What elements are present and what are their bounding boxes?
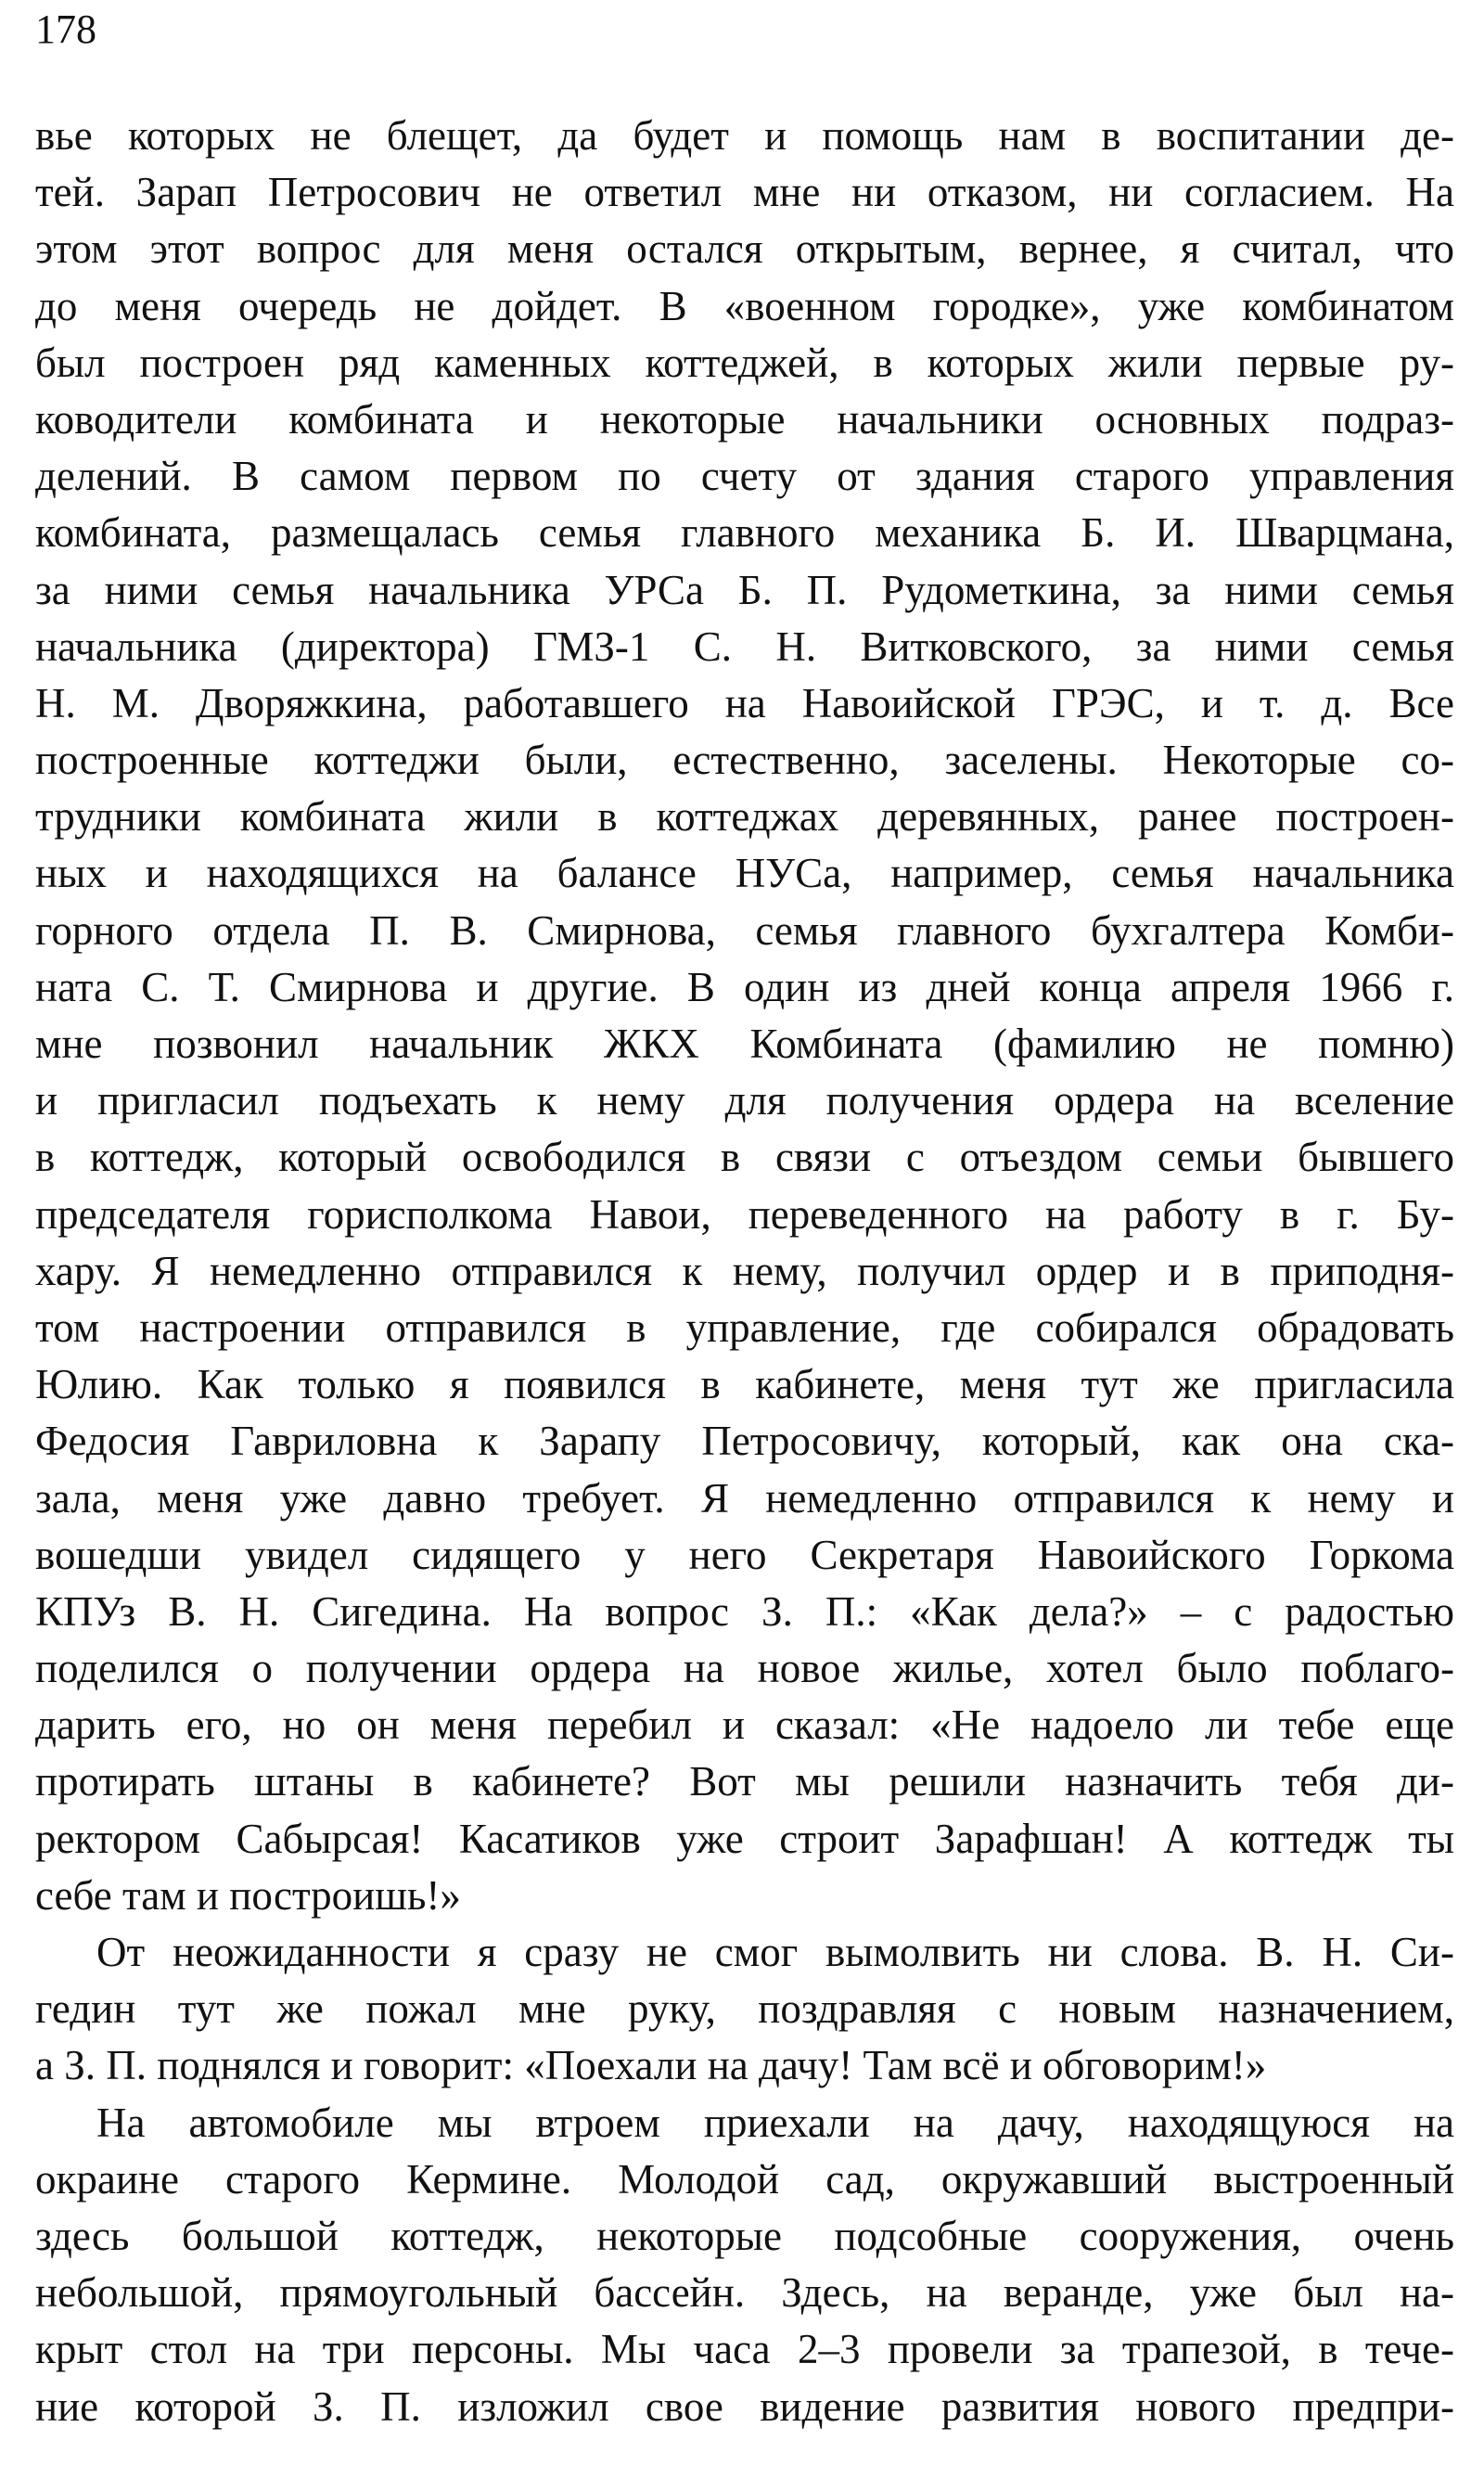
text-line: хару. Я немедленно отправился к нему, получил ордер и в приподня- <box>35 1247 1454 1294</box>
text-line: том настроении отправился в управление, где собирался обрадовать <box>35 1304 1454 1351</box>
text-line: этом этот вопрос для меня остался открытым, вернее, я считал, что <box>35 225 1454 273</box>
text-line: ние которой З. П. изложил свое видение развития нового предпри- <box>35 2383 1454 2430</box>
text-line: Федосия Гавриловна к Зарапу Петросовичу, который, как она ска- <box>35 1418 1454 1465</box>
text-line: зала, меня уже давно требует. Я немедленно отправился к нему и <box>35 1474 1454 1522</box>
text-line: построенные коттеджи были, естественно, заселены. Некоторые со- <box>35 737 1454 784</box>
text-line: окраине старого Кермине. Молодой сад, окружавший выстроенный <box>35 2155 1454 2203</box>
paragraph <box>35 2095 1454 2435</box>
text-line: здесь большой коттедж, некоторые подсобные сооружения, очень <box>35 2212 1454 2259</box>
text-line: горного отдела П. В. Смирнова, семья главного бухгалтера Комби- <box>35 906 1454 954</box>
text-line: небольшой, прямоугольный бассейн. Здесь, на веранде, уже был на- <box>35 2269 1454 2317</box>
text-line: поделился о получении ордера на новое жилье, хотел было поблаго- <box>35 1645 1454 1692</box>
text-line: до меня очередь не дойдет. В «военном городке», уже комбинатом <box>35 282 1454 329</box>
text-line: начальника (директора) ГМЗ-1 С. Н. Витковского, за ними семья <box>35 623 1454 670</box>
text-line: ректором Сабырсая! Касатиков уже строит Зарафшан! А коттедж ты <box>35 1815 1454 1862</box>
text-line: председателя горисполкома Навои, переведенного на работу в г. Бу- <box>35 1190 1454 1238</box>
text-line: и пригласил подъехать к нему для получения ордера на вселение <box>35 1077 1454 1124</box>
paragraph <box>35 108 1454 1924</box>
text-line: КПУз В. Н. Сигедина. На вопрос З. П.: «Как дела?» – с радостью <box>35 1587 1454 1635</box>
text-line: в коттедж, который освободился в связи с отъездом семьи бывшего <box>35 1134 1454 1181</box>
text-line: гедин тут же пожал мне руку, поздравляя с новым назначением, <box>35 1985 1454 2033</box>
text-line: делений. В самом первом по счету от здания старого управления <box>35 453 1454 500</box>
text-line: На автомобиле мы втроем приехали на дачу, находящуюся на <box>96 2099 1454 2146</box>
text-line: дарить его, но он меня перебил и сказал: «Не надоело ли тебе еще <box>35 1702 1454 1749</box>
text-line: комбината, размещалась семья главного механика Б. И. Шварцмана, <box>35 509 1454 557</box>
text-line: мне позвонил начальник ЖКХ Комбината (фамилию не помню) <box>35 1021 1454 1067</box>
text-line: себе там и построишь!» <box>35 1871 461 1919</box>
text-line: за ними семья начальника УРСа Б. П. Рудометкина, за ними семья <box>35 566 1454 613</box>
text-line: трудники комбината жили в коттеджах деревянных, ранее построен- <box>35 793 1454 841</box>
page-number: 178 <box>35 6 96 52</box>
text-line: ководители комбината и некоторые начальники основных подраз- <box>35 395 1454 443</box>
text-line: вье которых не блещет, да будет и помощь нам в воспитании де- <box>35 112 1454 159</box>
text-line: крыт стол на три персоны. Мы часа 2–3 провели за трапезой, в тече- <box>35 2326 1454 2373</box>
text-line: тей. Зарап Петросович не ответил мне ни отказом, ни согласием. На <box>35 169 1454 216</box>
text-line: был построен ряд каменных коттеджей, в которых жили первые ру- <box>35 339 1454 386</box>
text-line: От неожиданности я сразу не смог вымолвить ни слова. В. Н. Си- <box>96 1929 1454 1975</box>
text-line: ных и находящихся на балансе НУСа, например, семья начальника <box>35 850 1454 897</box>
text-line: Н. М. Дворяжкина, работавшего на Навоийской ГРЭС, и т. д. Все <box>35 679 1454 726</box>
text-line: ната С. Т. Смирнова и другие. В один из дней конца апреля 1966 г. <box>35 963 1454 1010</box>
text-line: а З. П. поднялся и говорит: «Поехали на дачу! Там всё и обговорим!» <box>35 2042 1267 2089</box>
text-line: вошедши увидел сидящего у него Секретаря Навоийского Горкома <box>35 1531 1454 1578</box>
paragraph <box>35 1924 1454 2095</box>
text-line: протирать штаны в кабинете? Вот мы решили назначить тебя ди- <box>35 1758 1454 1805</box>
text-line: Юлию. Как только я появился в кабинете, меня тут же пригласила <box>35 1361 1454 1408</box>
body-text <box>35 108 1454 2435</box>
